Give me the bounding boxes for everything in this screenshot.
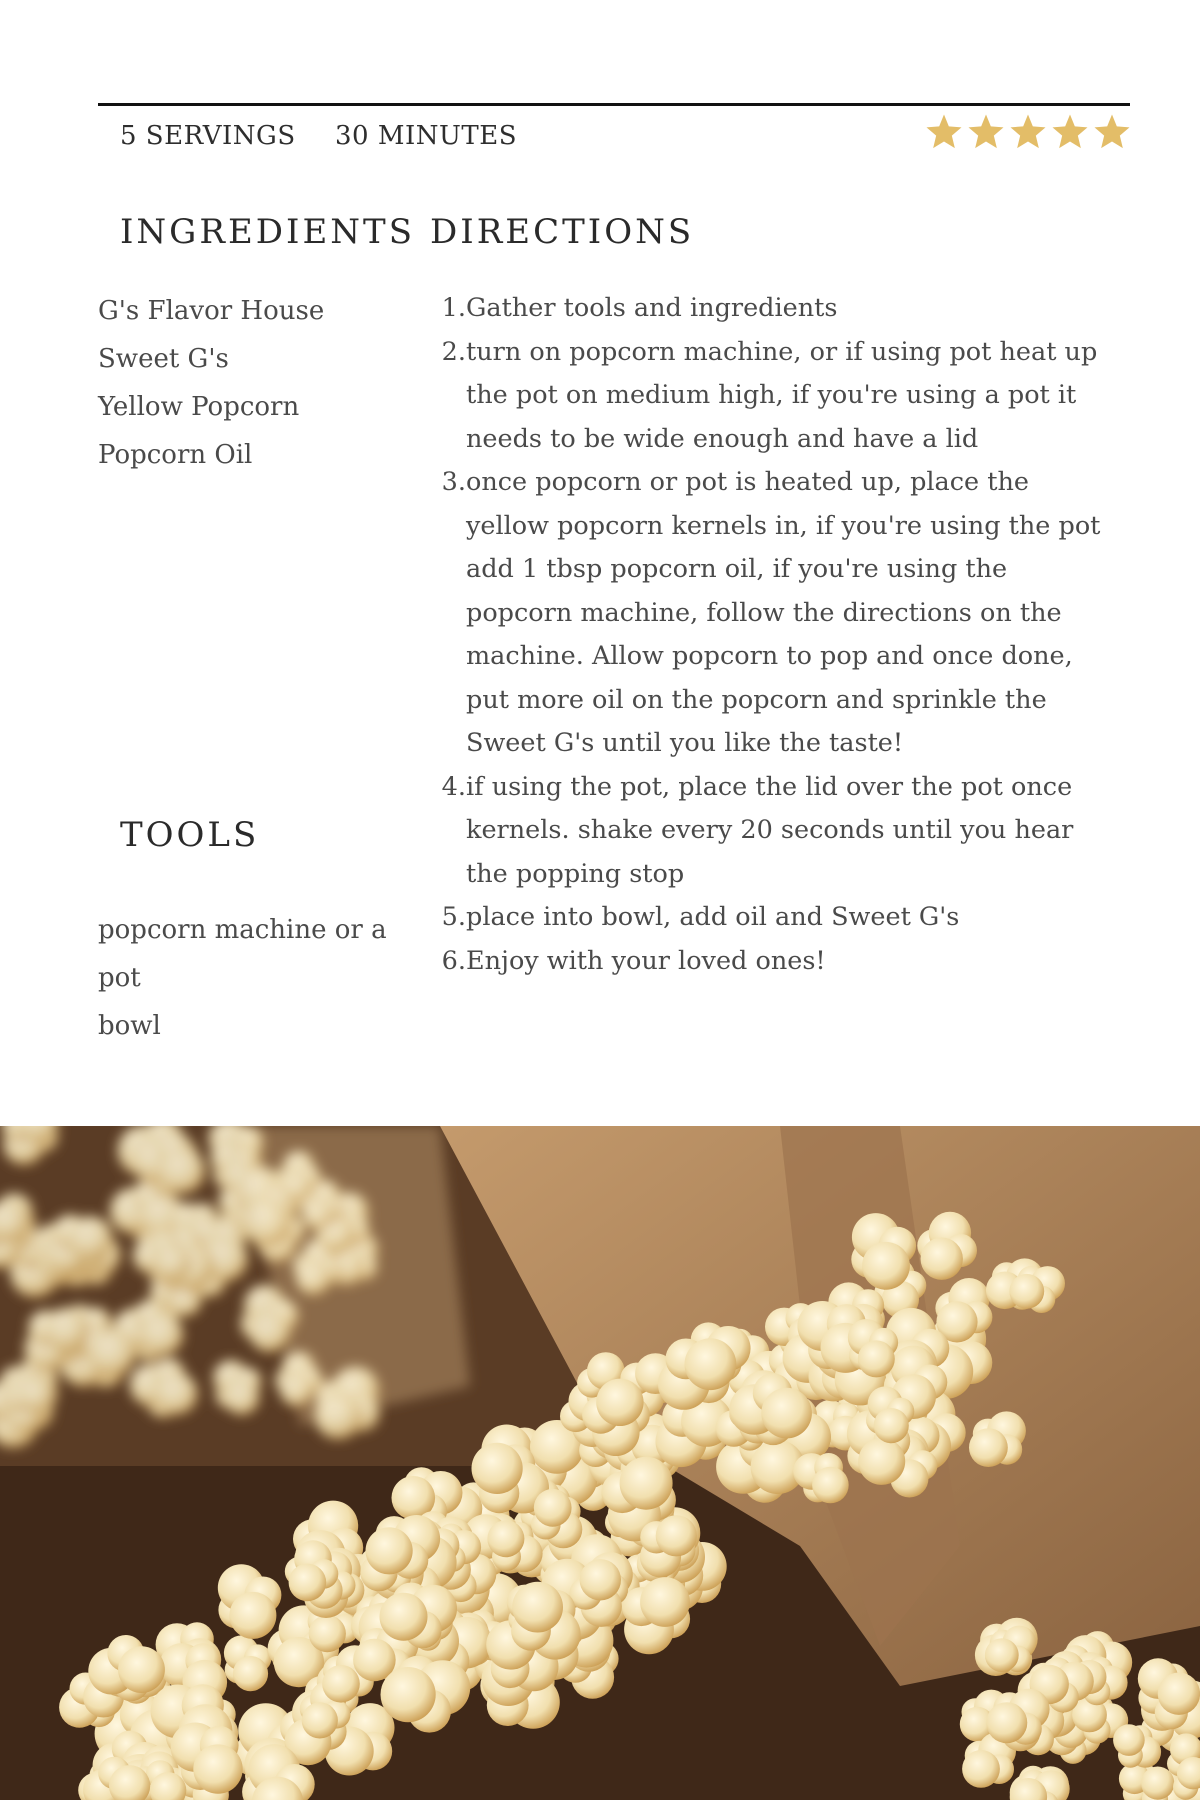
step-number: 4. bbox=[441, 771, 466, 802]
step-text: once popcorn or pot is heated up, place the yellow popcorn kernels in, if you're using the pot add 1 tbsp popcorn oil, if you're using the popcorn machine, follow the directions on the machine. Allow popcorn to pop and once done, put more oil on the popcorn and sprinkle the Sweet G's until you like the taste! bbox=[466, 467, 1101, 758]
ingredient-item: G's Flavor House bbox=[98, 296, 325, 326]
star-icon bbox=[1092, 112, 1132, 152]
step-text: Gather tools and ingredients bbox=[466, 293, 838, 323]
servings-label: 5 SERVINGS bbox=[120, 121, 296, 151]
ingredients-heading: INGREDIENTS bbox=[120, 212, 415, 252]
direction-step bbox=[430, 331, 1110, 462]
star-icon bbox=[924, 112, 964, 152]
step-text: if using the pot, place the lid over the pot once kernels. shake every 20 seconds until you hear the popping stop bbox=[466, 771, 1074, 889]
directions-list bbox=[430, 287, 1110, 983]
time-label: 30 MINUTES bbox=[335, 121, 518, 151]
star-icon bbox=[966, 112, 1006, 152]
step-number: 5. bbox=[441, 902, 466, 932]
popcorn-photo bbox=[0, 1126, 1200, 1800]
top-divider bbox=[98, 103, 1130, 106]
step-text: turn on popcorn machine, or if using pot heat up the pot on medium high, if you're using a pot it needs to be wide enough and have a lid bbox=[466, 336, 1098, 454]
step-number: 1. bbox=[441, 293, 466, 323]
direction-step bbox=[430, 287, 1110, 331]
rating-stars bbox=[924, 112, 1132, 152]
star-icon bbox=[1050, 112, 1090, 152]
direction-step bbox=[430, 461, 1110, 766]
step-text: place into bowl, add oil and Sweet G's bbox=[466, 902, 960, 932]
ingredient-item: Sweet G's bbox=[98, 344, 229, 374]
ingredient-item: Yellow Popcorn bbox=[98, 392, 300, 422]
ingredient-item: Popcorn Oil bbox=[98, 440, 253, 470]
step-number: 6. bbox=[441, 945, 466, 976]
step-text: Enjoy with your loved ones! bbox=[466, 945, 826, 976]
direction-step bbox=[430, 896, 1110, 940]
directions-heading: DIRECTIONS bbox=[430, 212, 695, 252]
step-number: 2. bbox=[441, 336, 466, 367]
star-icon bbox=[1008, 112, 1048, 152]
direction-step bbox=[430, 766, 1110, 897]
tools-list bbox=[98, 906, 398, 1050]
tools-heading: TOOLS bbox=[120, 815, 260, 855]
ingredients-list bbox=[98, 287, 324, 479]
tool-item: popcorn machine or a pot bbox=[98, 915, 387, 993]
step-number: 3. bbox=[441, 467, 466, 497]
tool-item: bowl bbox=[98, 1011, 161, 1041]
direction-step bbox=[430, 940, 1110, 984]
